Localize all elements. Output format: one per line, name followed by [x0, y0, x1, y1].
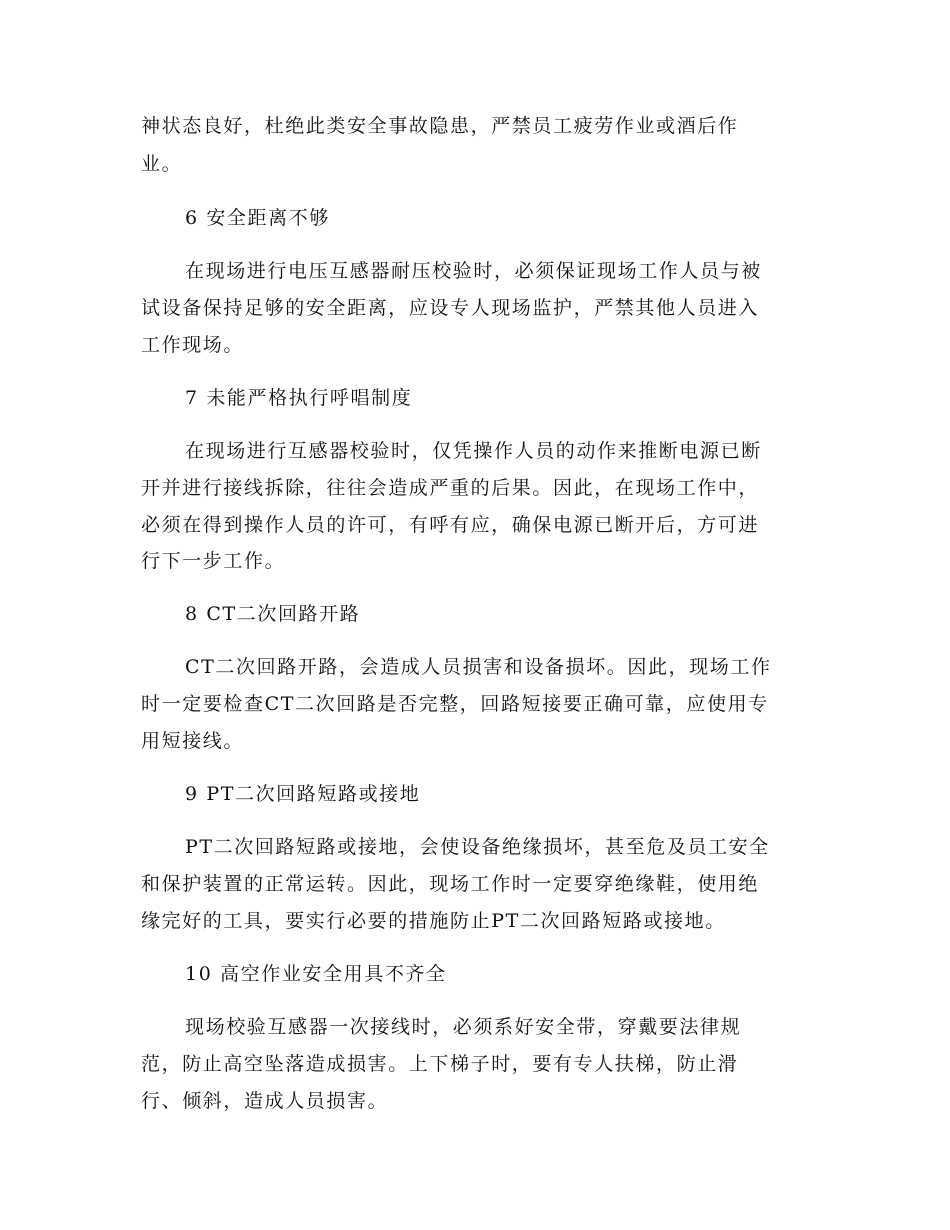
paragraph-line: 和保护装置的正常运转。因此，现场工作时一定要穿绝缘鞋，使用绝	[141, 873, 760, 895]
paragraph-line: CT二次回路开路，会造成人员损害和设备损坏。因此，现场工作	[185, 656, 772, 678]
paragraph-line: 开并进行接线拆除，往往会造成严重的后果。因此，在现场工作中，	[141, 477, 760, 499]
paragraph-line: 必须在得到操作人员的许可，有呼有应，确保电源已断开后，方可进	[141, 514, 760, 536]
paragraph-line: 范，防止高空坠落造成损害。上下梯子时，要有专人扶梯，防止滑	[141, 1053, 739, 1075]
paragraph-line: 缘完好的工具，要实行必要的措施防止PT二次回路短路或接地。	[141, 910, 726, 932]
paragraph-line: 工作现场。	[141, 334, 245, 356]
paragraph-line: 神状态良好，杜绝此类安全事故隐患，严禁员工疲劳作业或酒后作	[141, 115, 739, 137]
paragraph-line: 业。	[141, 153, 183, 175]
section-heading: 6 安全距离不够	[185, 207, 330, 229]
paragraph-line: 现场校验互感器一次接线时，必须系好安全带，穿戴要法律规	[185, 1016, 742, 1038]
paragraph-line: 试设备保持足够的安全距离，应设专人现场监护，严禁其他人员进入	[141, 297, 760, 319]
paragraph-line: 用短接线。	[141, 730, 245, 752]
section-heading: 10 高空作业安全用具不齐全	[185, 963, 447, 985]
paragraph-line: 行、倾斜，造成人员损害。	[141, 1090, 389, 1112]
section-heading: 8 CT二次回路开路	[185, 603, 361, 625]
paragraph-line: 时一定要检查CT二次回路是否完整，回路短接要正确可靠，应使用专	[141, 693, 769, 715]
section-heading: 7 未能严格执行呼唱制度	[185, 387, 413, 409]
section-heading: 9 PT二次回路短路或接地	[185, 783, 421, 805]
paragraph-line: PT二次回路短路或接地，会使设备绝缘损坏，甚至危及员工安全	[185, 836, 770, 858]
paragraph-line: 在现场进行互感器校验时，仅凭操作人员的动作来推断电源已断	[185, 440, 762, 462]
paragraph-line: 在现场进行电压互感器耐压校验时，必须保证现场工作人员与被	[185, 260, 762, 282]
paragraph-line: 行下一步工作。	[141, 550, 286, 572]
